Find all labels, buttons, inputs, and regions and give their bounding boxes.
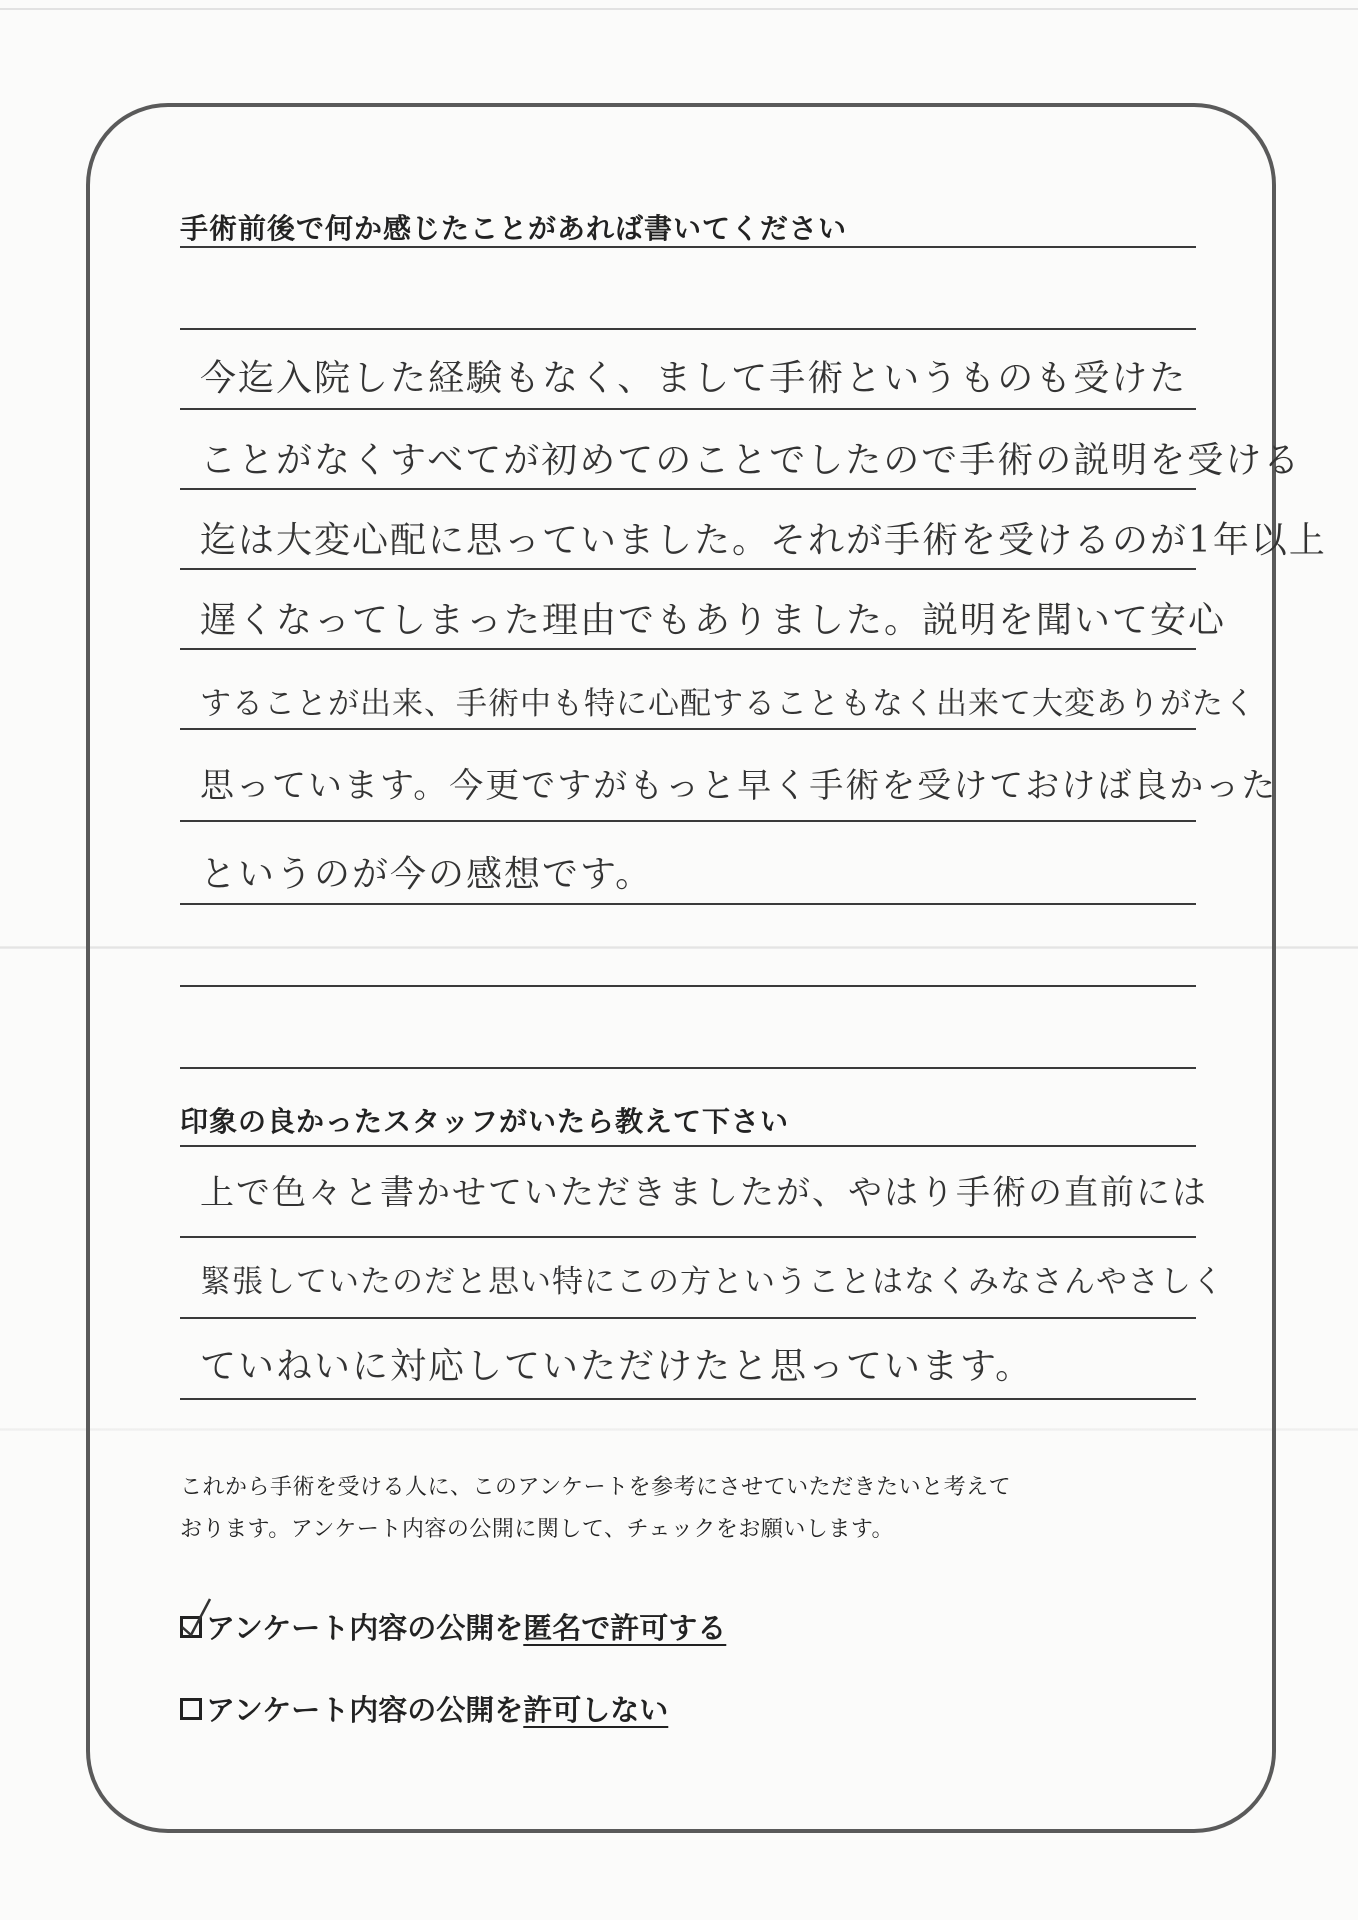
consent-option-deny[interactable]	[180, 1688, 668, 1729]
question-1-heading: 手術前後で何か感じたことがあれば書いてください	[180, 212, 848, 245]
writing-line	[180, 985, 1196, 987]
writing-line	[180, 1236, 1196, 1238]
handwritten-answer-line: 遅くなってしまった理由でもありました。説明を聞いて安心	[200, 600, 1227, 641]
writing-line	[180, 246, 1196, 248]
writing-line	[180, 1145, 1196, 1147]
handwritten-answer-line: 今迄入院した経験もなく、まして手術というものも受けた	[200, 358, 1188, 399]
writing-line	[180, 903, 1196, 905]
handwritten-answer-line: というのが今の感想です。	[200, 854, 654, 895]
writing-line	[180, 408, 1196, 410]
writing-line	[180, 328, 1196, 330]
checkbox-unchecked[interactable]	[180, 1698, 202, 1720]
checkbox-checked[interactable]	[180, 1616, 202, 1638]
option-label: アンケート内容の公開を	[206, 1611, 524, 1645]
handwritten-answer-line: 迄は大変心配に思っていました。それが手術を受けるのが1年以上	[200, 520, 1327, 561]
writing-line	[180, 1067, 1196, 1069]
handwritten-answer-line: することが出来、手術中も特に心配することもなく出来て大変ありがたく	[200, 686, 1256, 722]
writing-line	[180, 1317, 1196, 1319]
handwritten-answer-line: 思っています。今更ですがもっと早く手術を受けておけば良かった	[200, 766, 1278, 806]
option-label: アンケート内容の公開を	[206, 1693, 524, 1727]
handwritten-answer-line: ていねいに対応していただけたと思っています。	[200, 1346, 1034, 1387]
consent-notice-line: おります。アンケート内容の公開に関して、チェックをお願いします。	[180, 1517, 895, 1542]
writing-line	[180, 1398, 1196, 1400]
checkmark-icon	[179, 1597, 213, 1637]
question-2-heading: 印象の良かったスタッフがいたら教えて下さい	[180, 1105, 790, 1138]
consent-notice-line: これから手術を受ける人に、このアンケートを参考にさせていただきたいと考えて	[180, 1475, 1012, 1500]
writing-line	[180, 488, 1196, 490]
writing-line	[180, 648, 1196, 650]
handwritten-answer-line: ことがなくすべてが初めてのことでしたので手術の説明を受ける	[200, 440, 1302, 481]
option-label-emphasis: 匿名で許可する	[523, 1611, 727, 1645]
writing-line	[180, 820, 1196, 822]
consent-option-allow-anonymous[interactable]	[180, 1606, 726, 1647]
writing-line	[180, 568, 1196, 570]
option-label-emphasis: 許可しない	[523, 1693, 669, 1727]
handwritten-answer-line: 緊張していたのだと思い特にこの方ということはなくみなさんやさしく	[200, 1264, 1224, 1300]
paper-edge	[0, 8, 1358, 10]
handwritten-answer-line: 上で色々と書かせていただきましたが、やはり手術の直前には	[200, 1173, 1208, 1213]
writing-line	[180, 728, 1196, 730]
